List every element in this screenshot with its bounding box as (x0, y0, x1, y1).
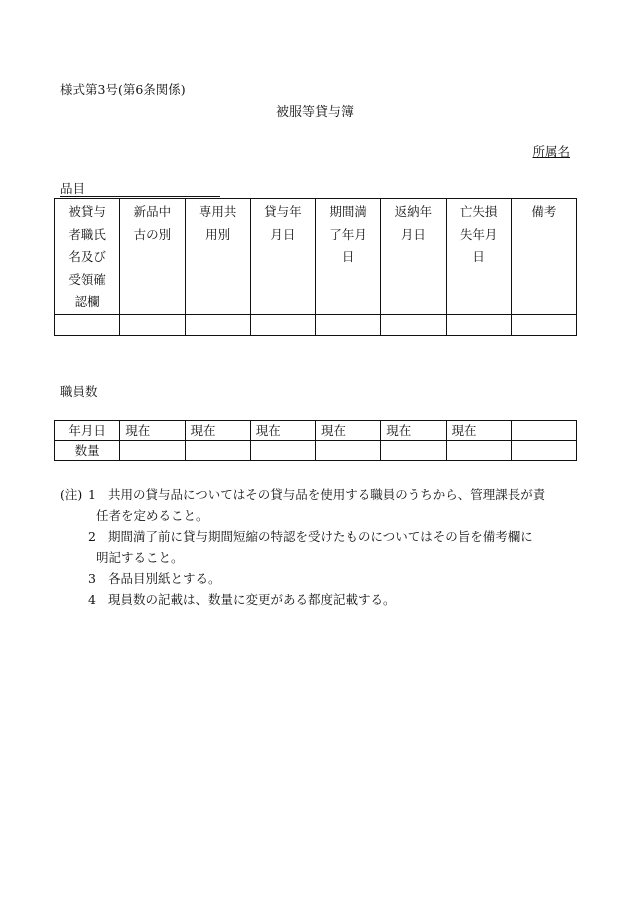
note-text: 現員数の記載は、数量に変更がある都度記載する。 (108, 592, 396, 607)
table-row (55, 314, 577, 335)
staff-date-row (55, 421, 577, 441)
note-text: 期間満了前に貸与期間短縮の特認を受けたものについてはその旨を備考欄に (108, 529, 533, 544)
notes-lead: (注) (60, 487, 83, 502)
as-of-cell[interactable] (511, 421, 576, 441)
table-cell[interactable] (55, 314, 120, 335)
notes-section (60, 484, 580, 610)
quantity-cell[interactable] (120, 441, 185, 461)
date-header-cell: 年月日 (55, 421, 120, 441)
note-text: 各品目別紙とする。 (108, 571, 221, 586)
as-of-cell[interactable]: 現在 (120, 421, 185, 441)
quantity-header-cell: 数量 (55, 441, 120, 461)
as-of-cell[interactable]: 現在 (185, 421, 250, 441)
quantity-cell[interactable] (185, 441, 250, 461)
form-number: 様式第3号(第6条関係) (60, 82, 186, 97)
note-text: 共用の貸与品についてはその貸与品を使用する職員のうちから、管理課長が責 (108, 487, 546, 502)
staff-count-table (54, 420, 577, 461)
note-number: 1 (88, 487, 96, 502)
item-label: 品目 (60, 181, 220, 197)
loan-register-table (54, 198, 577, 336)
header-cell-recipient: 被貸与 者職氏 名及び 受領確 認欄 (55, 199, 120, 315)
header-cell-expiry-date: 期間満 了年月 日 (316, 199, 381, 315)
staff-quantity-row (55, 441, 577, 461)
header-cell-new-used: 新品中 古の別 (120, 199, 185, 315)
table-cell[interactable] (381, 314, 446, 335)
note-item (60, 484, 580, 526)
note-item (60, 589, 580, 610)
as-of-cell[interactable]: 現在 (381, 421, 446, 441)
header-cell-exclusive-shared: 専用共 用別 (185, 199, 250, 315)
table-cell[interactable] (511, 314, 576, 335)
note-number: 4 (88, 592, 96, 607)
quantity-cell[interactable] (446, 441, 511, 461)
as-of-cell[interactable]: 現在 (446, 421, 511, 441)
table-cell[interactable] (250, 314, 315, 335)
staff-count-label: 職員数 (60, 384, 98, 399)
quantity-cell[interactable] (316, 441, 381, 461)
table-cell[interactable] (446, 314, 511, 335)
note-number: 3 (88, 571, 96, 586)
note-text-continued: 明記すること。 (96, 550, 184, 565)
table-cell[interactable] (185, 314, 250, 335)
affiliation-label: 所属名 (532, 144, 570, 159)
as-of-cell[interactable]: 現在 (250, 421, 315, 441)
note-text-continued: 任者を定めること。 (96, 508, 209, 523)
table-cell[interactable] (120, 314, 185, 335)
note-item (60, 568, 580, 589)
quantity-cell[interactable] (511, 441, 576, 461)
header-cell-return-date: 返納年 月日 (381, 199, 446, 315)
header-cell-remarks: 備考 (511, 199, 576, 315)
quantity-cell[interactable] (381, 441, 446, 461)
page-title: 被服等貸与簿 (275, 105, 354, 120)
note-number: 2 (88, 529, 96, 544)
table-cell[interactable] (316, 314, 381, 335)
as-of-cell[interactable]: 現在 (316, 421, 381, 441)
quantity-cell[interactable] (250, 441, 315, 461)
loan-table-header-row (55, 199, 577, 315)
header-cell-loss-date: 亡失損 失年月 日 (446, 199, 511, 315)
note-item (60, 526, 580, 568)
header-cell-loan-date: 貸与年 月日 (250, 199, 315, 315)
